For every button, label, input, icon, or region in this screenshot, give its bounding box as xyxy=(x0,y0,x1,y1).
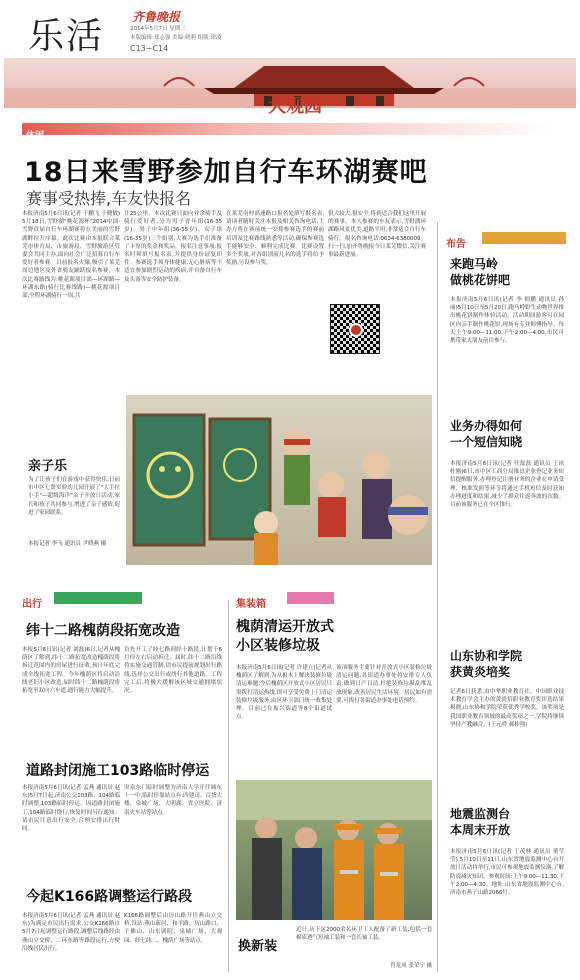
travel-headline-3: 今起K166路调整运行路段 xyxy=(26,889,193,905)
kids-drawing-illustration xyxy=(126,395,432,565)
lead-col4: 很大较大,很安全,将到适合我们这里开展的赛事。本人参赛的车友表示,雪野湖环湖路风景优美,道路平坦,非常适合自行车骑行。报名咨询电话:0634-6380009。扫一扫,加齐鲁晚报今日莱芜微信,关注赛事最新进展。 xyxy=(328,211,426,259)
collection-tag-label: 集装箱 xyxy=(236,599,266,610)
collection-tag xyxy=(236,592,432,610)
travel-body-3: 本报济南5月6日讯(记者 孟燕 通讯员 赵东)为满足市民出行需求,公交K166路自5月7日起调整运行路段,调整后线路经由燕山立交桥、二环东路等路段运行,方便沿线居民出行。 xyxy=(22,913,120,952)
bulletin-item-1-body: 本报济南5月6日讯(记者 李 师鹏 通讯员 孙丽)5月10日至5月20日,跑马岭野生动物世界推出桃花饼制作体验活动。活动期间游客可在园区内亲手制作桃花饼,现场有专业师傅指导。每天上午9:00—11:00,下午2:00—4:00,市民可携带家人朋友前往参与。 xyxy=(450,297,564,345)
issue-date: 2014年5月7日 星期三 xyxy=(130,26,186,32)
collection-body-2: 该项服务主要针对开放式小区装修垃圾清运问题,各街道办事处将安排专人负责,做到日产日清,杜绝装修垃圾乱堆乱放现象,改善居民生活环境。居民如有需要,可拨打各街道办事处电话预约。 xyxy=(336,665,432,704)
workers-photo-credit: 肖龙凤 张荣宁 摄 xyxy=(390,963,432,969)
travel-body-2b: 突泉东门临时调整为济南大学开往城东十一中,临时停靠站点有:四建司、百货大楼、泉城广场、大明湖、省立医院、济南火车站等站点。 xyxy=(124,785,222,816)
travel-tag xyxy=(22,592,222,610)
workers-photo-caption: 换新装 xyxy=(238,939,278,954)
travel-headline-1: 纬十二路槐荫段拓宽改造 xyxy=(26,623,180,639)
workers-photo-text: 近日,历下区2000余名环卫工人配备了新工装,包括一套棉质透气短袖工装和一套长袖工装。 xyxy=(296,927,432,942)
travel-tag-label: 出行 xyxy=(22,599,42,610)
bulletin-item-4-body: 本报济南5月6日讯(记者 王茂林 通讯员 董莹莹) 5月10日至11日,山东省地震监测中心台开放日活动将举行,市民可参观地震监测仪器,了解防震减灾知识。参观时间:上午9:00—11:30,下午2:00—4:30。地址:山东省地震监测中心台,济南市燕子山路2066号。 xyxy=(450,849,564,897)
section-title: 乐活 xyxy=(28,16,105,57)
paper-name: 齐鲁晚报 xyxy=(132,10,181,24)
lead-col1: 本报济南5月6日讯(记者 于鹏飞 于晓敏) 5月18日,雪野湖"桃花源杯"2014中国·雪野首届自行车环湖赛将在美丽的雪野湖畔拉开序幕。此次比赛由本报联合莱芜市体育局、市旅游局、雪野旅游区管委会共同主办,面向社会广泛招募自行车爱好者参赛。目前报名火爆,吸引了莱芜周边地区及外省骑友踊跃报名参赛。本次比赛路线为:桃花源项目部—环湖路—环湖东路(骑行比赛线路)—桃花源项目部,全程环湖骑行一周,共 xyxy=(22,211,120,300)
travel-body-2: 本报济南5月6日讯(记者 孟燕 通讯员 赵东)5月7日起,济南公交103路、104路临时调整,103路临时停运。因道路封闭施工,104路临时绕行,恢复时间另行通知。请市民注意出行安全,合理安排出行时间。 xyxy=(22,785,120,833)
bulletin-tag xyxy=(446,232,566,250)
travel-body-1b: 首先开工了经七路到经十路段,计划于6月份左右启动拆迁。届时,纬十二路沿线将实施交通管制,请市民提前规划出行路线,选择公交出行或绕行其他道路。工程完工后,将极大缓解该区域交通拥堵状况。 xyxy=(124,647,222,695)
lead-col3: 在莱芜南村高速路口报名处填写报名表,请读者随时关注本报及相关咨询电话,主办方将在赛前统一安排参赛选手的赛前培训及比赛路线熟悉等活动,确保参赛选手能够安全、顺利完成比赛。比赛设置多个奖项,对各组别前几名的选手将给予奖励,另设参与奖。 xyxy=(226,211,324,267)
lead-tag xyxy=(22,123,552,141)
lead-headline: 18日来雪野参加自行车环湖赛吧 xyxy=(24,157,428,188)
page-range: C13~C14 xyxy=(130,44,169,53)
travel-headline-2: 道路封闭施工103路临时停运 xyxy=(26,763,210,779)
lead-subhead: 赛事受热捧,车友快报名 xyxy=(26,189,192,208)
parent-child-photo xyxy=(126,395,432,565)
qr-code[interactable] xyxy=(330,304,380,354)
workers-photo xyxy=(236,780,432,920)
travel-body-3b: K166路调整后由历山路开往燕山立交桥,设站:燕山新居、和平路、历山路口、千佛山、山东剧院、泉城广场、大观园、经七纬二、槐荫广场等站点。 xyxy=(124,913,222,944)
collection-headline: 槐荫清运开放式 小区装修垃圾 xyxy=(236,619,334,654)
parent-child-credit: 本报记者 李飞 通讯员 尹晓燕 摄 xyxy=(28,541,107,547)
bulletin-item-1-title: 来跑马岭 做桃花饼吧 xyxy=(450,257,511,287)
sanitation-workers-illustration xyxy=(236,780,432,920)
bulletin-item-4-title: 地震监测台 本周末开放 xyxy=(450,807,511,837)
bulletin-tag-label: 布告 xyxy=(446,239,466,250)
lead-col2: 计25公里。本次比赛只面向业余骑手及骑行爱好者,分为男子青年组(16-35岁)、男子中年组(36-55岁)、女子组(16-35岁)三个组别,大赛为选手们准备了丰厚的奖金和奖品。报名注意事项:报名时须填写报名表,并提供身份证复印件。参赛选手须身体健康,无心脏病等不适宜参加剧烈运动的疾病,并自备自行车及头盔等安全防护装备。 xyxy=(124,211,222,283)
parent-child-caption: 为了让孩子们在游戏中获得快乐,日前市中区七贤实验幼儿园开展了"大手拉小手"—超级海洋"亲子开放日活动,家长和孩子共同参与,增进了亲子感情,促进了家园联系。 xyxy=(28,477,120,516)
bulletin-item-2-title: 业务办得如何 一个短信知晓 xyxy=(450,419,523,449)
editor-credits: 本版编辑:郑志强 美编:晓莉 组版:徐凌 xyxy=(130,35,222,41)
bulletin-item-2-body: 本报济南5月6日讯(记者 任磊磊 通讯员 王冰 杜刚)6日,市中区工商分局推出企业登记业务短信提醒服务,办理登记注册业务的企业在申请受理、核准发照等环节将通过手机短信及时获知办理进度和结果,减少了群众往返奔波的次数。目前该服务已在全区推行。 xyxy=(450,461,564,509)
lead-tag-label: 休闲 xyxy=(26,131,45,141)
bulletin-item-3-title: 山东协和学院 获黄炎培奖 xyxy=(450,649,523,679)
collection-body-1: 本报济南5月6日讯(记者 许建立)记者从槐荫区了解到,为从根本上解决装修垃圾清运难题,今后槐荫区开放式小区居民只需拨打清运热线,即可享受免费上门清运装修垃圾服务,由区环卫部门统一收集处理。目前已在振兴街道等8个街道试点。 xyxy=(236,665,332,721)
parent-child-label: 亲子乐 xyxy=(28,459,68,474)
bulletin-item-3-body: 记者6日获悉,由中华职业教育社、中国职业技术教育学会主办的黄炎培职业教育奖评选结果揭晓,山东协和学院荣获优秀学校奖。该奖项是我国职业教育领域的最高奖项之一,学院将继续坚持产教融合。(王元舜 郝桂翔) xyxy=(450,689,564,728)
column-logo: 大观园 xyxy=(268,96,322,117)
travel-body-1a: 本报5月6日讯(记者 刘磊)6日,记者从槐荫区了解到,纬十二路拓宽改造槐荫段将拆迁范围内的房屋进行征收,预计年底完成全线拓宽工程。今年槐荫区将启动沿线老旧小区改造,届时纬十二路槐荫段将拓宽至双向六车道,通行能力大幅提升。 xyxy=(22,647,120,695)
